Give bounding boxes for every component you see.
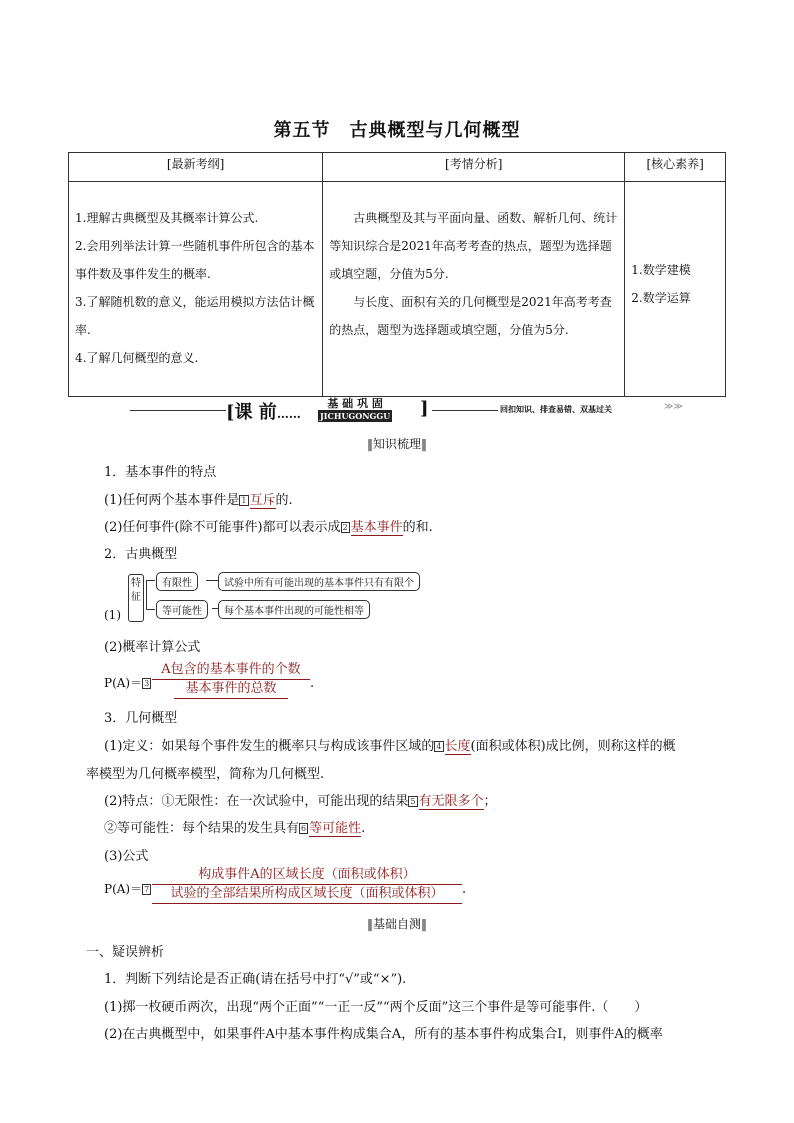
heading-basic-events: 1．基本事件的特点 xyxy=(104,465,217,480)
text-line: (1)任何两个基本事件是 1 互斥的. xyxy=(104,493,293,508)
formula-denominator: 试验的全部结果所构成区域长度（面积或体积） xyxy=(152,885,462,904)
banner-sub-cn: 基 础 巩 固 xyxy=(327,397,383,410)
formula-numerator: A包含的基本事件的个数 xyxy=(152,661,310,680)
feature-label: 特征 xyxy=(131,578,141,603)
formula-lhs: P(A)＝ 7 xyxy=(104,882,150,896)
banner-bracket: ] xyxy=(420,398,429,419)
double-chevron-icon: ≫≫ xyxy=(664,402,683,412)
literacy-item: 1.数学建模 xyxy=(631,263,691,277)
text-line: (1)定义：如果每个事件发生的概率只与构成该事件区域的 4 长度(面积或体积)成比例，则称这样的概 xyxy=(104,739,676,754)
feature-box xyxy=(128,574,144,622)
text-line: (3)公式 xyxy=(104,849,149,864)
brace-connector xyxy=(146,580,155,610)
banner-main: 课 前 xyxy=(234,402,277,423)
answer-blank: 等可能性 xyxy=(309,821,362,836)
formula-denominator: 基本事件的总数 xyxy=(174,680,288,699)
banner-dots: …… xyxy=(276,407,301,421)
question-item: (2)在古典概型中，如果事件A中基本事件构成集合A，所有的基本事件构成集合I，则事件A的概率 xyxy=(104,1027,663,1042)
formula-lhs: P(A)＝ 3 xyxy=(104,676,150,690)
syllabus-item: 4.了解几何概型的意义. xyxy=(75,351,199,365)
overview-table xyxy=(68,152,726,397)
syllabus-item: 1.理解古典概型及其概率计算公式. xyxy=(75,211,259,225)
syllabus-cell xyxy=(69,182,323,397)
period: . xyxy=(462,882,467,897)
item-number: (1) xyxy=(104,608,121,622)
heading-doubt: 一、疑误辨析 xyxy=(86,945,165,960)
connector-line xyxy=(206,580,218,581)
text-line: 率模型为几何概率模型，简称为几何概型. xyxy=(86,767,325,782)
literacy-item: 2.数学运算 xyxy=(631,291,691,305)
analysis-para: 与长度、面积有关的几何概型是2021年高考考查的热点，题型为选择题或填空题，分值为5分. xyxy=(329,295,612,337)
text-line: (2)任何事件(除不可能事件)都可以表示成 2 基本事件的和. xyxy=(104,520,433,535)
analysis-para: 古典概型及其与平面向量、函数、解析几何、统计等知识综合是2021年高考考查的热点，题型为选择题或填空题，分值为5分. xyxy=(329,211,618,281)
formula-geometric xyxy=(152,866,462,904)
analysis-cell xyxy=(323,182,625,397)
formula-numerator: 构成事件A的区域长度（面积或体积） xyxy=(152,866,462,885)
banner-title: [课 前…… xyxy=(226,402,301,423)
header-syllabus: [最新考纲] xyxy=(69,153,323,182)
banner-sub-pinyin: JICHUGONGGU xyxy=(320,411,391,421)
banner-note: 回扣知识、排查易错、双基过关 xyxy=(500,404,612,414)
question-item: (1)掷一枚硬币两次，出现“两个正面”“一正一反”“两个反面”这三个事件是等可能事件.（ ） xyxy=(104,1000,648,1015)
formula-classical xyxy=(152,661,310,699)
banner-rule-left xyxy=(130,410,226,411)
section-knowledge: ‖知识梳理‖ xyxy=(366,437,427,451)
header-literacy: [核心素养] xyxy=(625,153,726,182)
text-line: (2)概率计算公式 xyxy=(104,640,201,655)
desc-equal: 每个基本事件出现的可能性相等 xyxy=(218,600,370,619)
syllabus-item: 3.了解随机数的意义，能运用模拟方法估计概率. xyxy=(75,295,315,337)
literacy-cell xyxy=(625,182,726,397)
heading-classical: 2．古典概型 xyxy=(104,547,178,562)
answer-blank: 互斥 xyxy=(249,493,276,508)
answer-blank: 长度 xyxy=(444,739,471,754)
keyword-equal: 等可能性 xyxy=(156,600,208,619)
question-prompt: 1．判断下列结论是否正确(请在括号中打“√”或“×”). xyxy=(104,972,407,987)
text-line: (2)特点：①无限性：在一次试验中，可能出现的结果 5 有无限多个； xyxy=(104,794,497,809)
desc-finite: 试验中所有可能出现的基本事件只有有限个 xyxy=(218,572,420,591)
syllabus-item: 2.会用列举法计算一些随机事件所包含的基本事件数及事件发生的概率. xyxy=(75,239,315,281)
banner-rule-right xyxy=(432,410,498,411)
section-selftest: ‖基础自测‖ xyxy=(366,917,427,931)
keyword-finite: 有限性 xyxy=(156,572,198,591)
answer-blank: 有无限多个 xyxy=(418,794,484,809)
banner-subtitle xyxy=(318,398,392,422)
heading-geometric: 3．几何概型 xyxy=(104,711,178,726)
header-analysis: [考情分析] xyxy=(323,153,625,182)
answer-blank: 基本事件 xyxy=(350,520,403,535)
page-title: 第五节 古典概型与几何概型 xyxy=(273,120,521,141)
period: . xyxy=(310,676,315,691)
text-line: ②等可能性：每个结果的发生具有 6 等可能性. xyxy=(104,821,366,836)
